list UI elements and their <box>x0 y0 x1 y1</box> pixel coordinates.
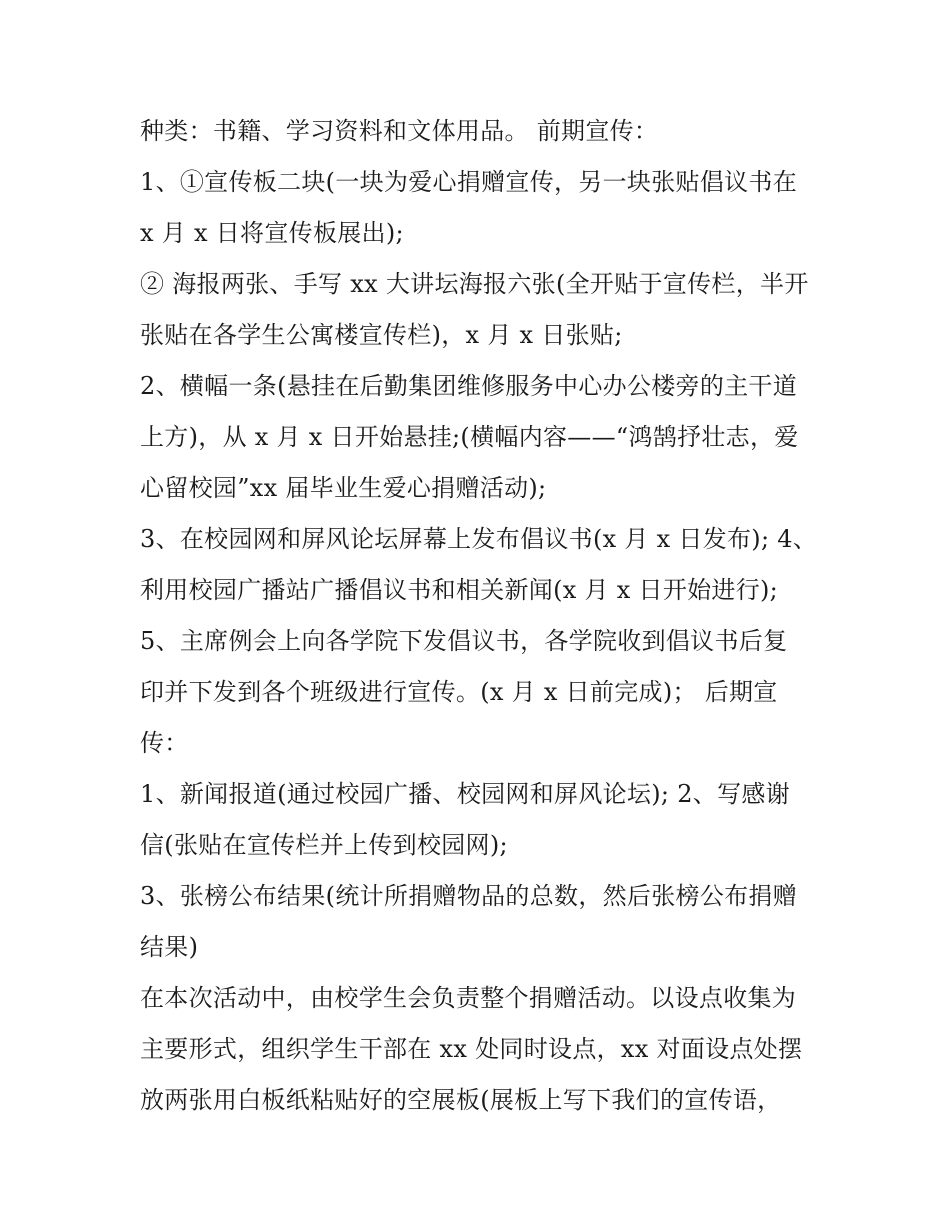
text-line: 5、主席例会上向各学院下发倡议书，各学院收到倡议书后复 <box>140 627 788 655</box>
text-line: 结果) <box>140 933 199 961</box>
text-line: 放两张用白板纸粘贴好的空展板(展板上写下我们的宣传语， <box>140 1086 782 1114</box>
text-line: 3、张榜公布结果(统计所捐赠物品的总数，然后张榜公布捐赠 <box>140 882 798 910</box>
text-line: 传： <box>140 729 189 757</box>
text-line: 张贴在各学生公寓楼宣传栏)，x 月 x 日张贴; <box>140 321 623 349</box>
text-line: 信(张贴在宣传栏并上传到校园网); <box>140 831 508 859</box>
text-line: 1、新闻报道(通过校园广播、校园网和屏风论坛); 2、写感谢 <box>140 780 790 808</box>
text-line: 上方)，从 x 月 x 日开始悬挂;(横幅内容——“鸿鹄抒壮志，爱 <box>140 423 799 451</box>
text-line: 1、①宣传板二块(一块为爱心捐赠宣传，另一块张贴倡议书在 <box>140 168 798 196</box>
text-line: 利用校园广播站广播倡议书和相关新闻(x 月 x 日开始进行); <box>140 576 779 604</box>
text-line: 2、横幅一条(悬挂在后勤集团维修服务中心办公楼旁的主干道 <box>140 372 798 400</box>
text-line: 主要形式，组织学生干部在 xx 处同时设点，xx 对面设点处摆 <box>140 1035 803 1063</box>
text-line: 印并下发到各个班级进行宣传。(x 月 x 日前完成)； 后期宣 <box>140 678 778 706</box>
text-line: ② 海报两张、手写 xx 大讲坛海报六张(全开贴于宣传栏，半开 <box>140 270 809 298</box>
text-line: 3、在校园网和屏风论坛屏幕上发布倡议书(x 月 x 日发布); 4、 <box>140 525 818 553</box>
text-line: 心留校园”xx 届毕业生爱心捐赠活动); <box>140 474 547 502</box>
text-line: 在本次活动中，由校学生会负责整个捐赠活动。以设点收集为 <box>140 984 797 1012</box>
text-line: 种类：书籍、学习资料和文体用品。 前期宣传： <box>140 117 659 145</box>
document-body <box>140 106 820 1126</box>
text-line: x 月 x 日将宣传板展出); <box>140 219 404 247</box>
